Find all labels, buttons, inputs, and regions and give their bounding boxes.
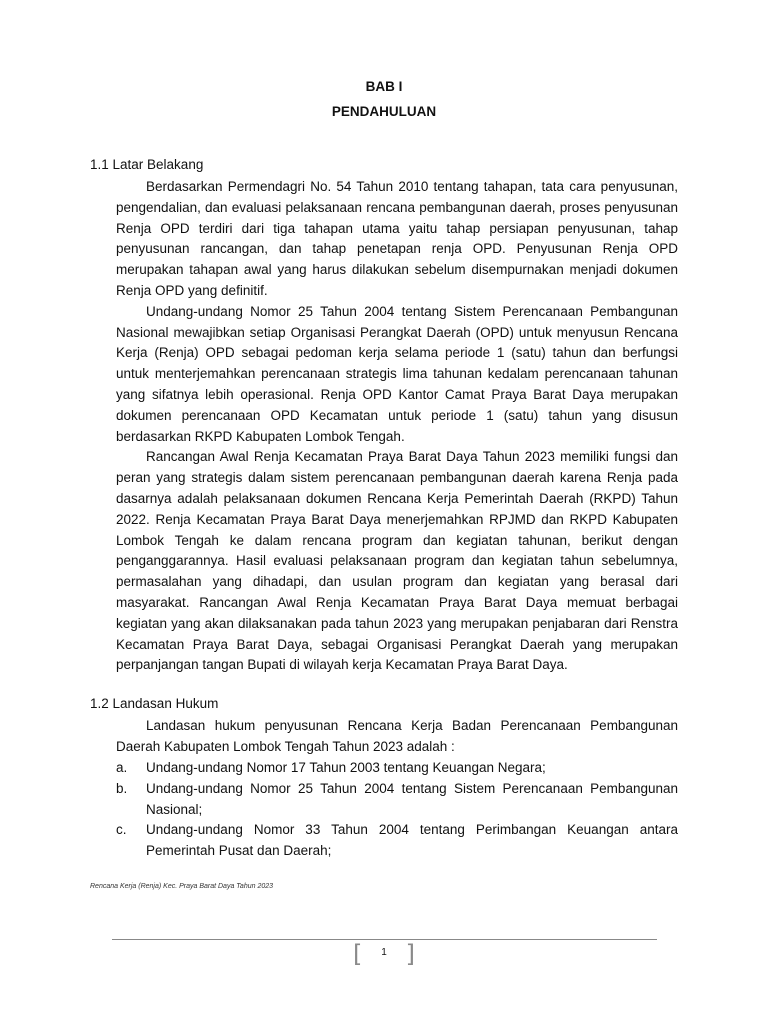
- list-item: [116, 779, 678, 821]
- paragraph: Landasan hukum penyusunan Rencana Kerja Badan Perencanaan Pembangunan Daerah Kabupaten Lombok Tengah Tahun 2023 adalah :: [116, 718, 678, 754]
- list-marker: b.: [116, 780, 128, 796]
- page-number: 1: [381, 947, 387, 958]
- list-text: Undang-undang Nomor 25 Tahun 2004 tentang Sistem Perencanaan Pembangunan Nasional;: [146, 780, 678, 817]
- list-item: [116, 820, 678, 862]
- chapter-label: BAB I: [365, 79, 403, 94]
- chapter-title: PENDAHULUAN: [331, 104, 437, 119]
- paragraph: Rancangan Awal Renja Kecamatan Praya Barat Daya Tahun 2023 memiliki fungsi dan peran yang strategis dalam sistem perencanaan pembangunan daerah karena Renja pada dasarnya adalah pelaksanaan dokumen Rencana Kerja Pemerintah Daerah (RKPD) Tahun 2022. Renja Kecamatan Praya Barat Daya menerjemahkan RPJMD dan RKPD Kabupaten Lombok Tengah ke dalam rencana program dan kegiatan tahunan, berikut dengan penganggarannya. Hasil evaluasi pelaksanaan program dan kegiatan tahun sebelumnya, permasalahan yang dihadapi, dan usulan program dan kegiatan yang berasal dari masyarakat. Rancangan Awal Renja Kecamatan Praya Barat Daya memuat berbagai kegiatan yang akan dilaksanakan pada tahun 2023 yang merupakan penjabaran dari Renstra Kecamatan Praya Barat Daya, sebagai Organisasi Perangkat Daerah yang merupakan perpanjangan tangan Bupati di wilayah kerja Kecamatan Praya Barat Daya.: [116, 449, 678, 673]
- list-marker: a.: [116, 760, 128, 775]
- left-bracket-icon: [: [353, 940, 363, 968]
- list-text: Undang-undang Nomor 33 Tahun 2004 tentang Perimbangan Keuangan antara Pemerintah Pusat dan Daerah;: [146, 822, 678, 859]
- footer-divider: [112, 939, 657, 940]
- footer-note: Rencana Kerja (Renja) Kec. Praya Barat Daya Tahun 2023: [90, 883, 274, 890]
- list-marker: c.: [116, 822, 127, 838]
- right-bracket-icon: ]: [405, 940, 415, 968]
- legal-basis-list: [116, 758, 678, 862]
- section-heading-landasan-hukum: 1.2 Landasan Hukum: [90, 696, 219, 711]
- page-number-box: [353, 942, 415, 968]
- paragraph: Undang-undang Nomor 25 Tahun 2004 tentang Sistem Perencanaan Pembangunan Nasional mewajibkan setiap Organisasi Perangkat Daerah (OPD) untuk menyusun Rencana Kerja (Renja) OPD sebagai pedoman kerja selama periode 1 (satu) tahun dan berfungsi untuk menterjemahkan perencanaan strategis lima tahunan kedalam perencanaan tahunan yang sifatnya lebih operasional. Renja OPD Kantor Camat Praya Barat Daya merupakan dokumen perencanaan OPD Kecamatan untuk periode 1 (satu) tahun yang disusun berdasarkan RKPD Kabupaten Lombok Tengah.: [116, 303, 678, 444]
- section-heading-latar-belakang: 1.1 Latar Belakang: [90, 157, 204, 172]
- section-body-landasan-hukum: [116, 716, 678, 758]
- section-body-latar-belakang: [116, 177, 678, 676]
- list-text: Undang-undang Nomor 17 Tahun 2003 tentang Keuangan Negara;: [146, 760, 546, 775]
- list-item: [116, 758, 678, 779]
- paragraph: Berdasarkan Permendagri No. 54 Tahun 2010 tentang tahapan, tata cara penyusunan, pengendalian, dan evaluasi pelaksanaan rencana pembangunan daerah, proses penyusunan Renja OPD terdiri dari tiga tahapan utama yaitu tahap persiapan penyusunan, tahap penyusunan rancangan, dan tahap penetapan renja OPD. Penyusunan Renja OPD merupakan tahapan awal yang harus dilakukan sebelum disempurnakan menjadi dokumen Renja OPD yang definitif.: [116, 179, 678, 298]
